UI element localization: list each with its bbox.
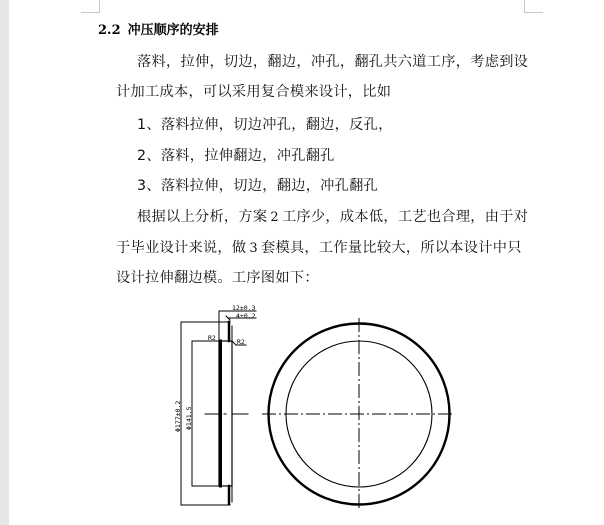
list-item: 3、落料拉伸，切边，翻边，冲孔翻孔 <box>137 178 379 194</box>
dim-r2-left: R2 <box>208 334 216 342</box>
section-title: 冲压顺序的安排 <box>127 23 219 38</box>
dim-phi-141: Φ141.5 <box>185 406 193 430</box>
text-run: 于毕业设计来说，做 <box>116 240 247 256</box>
dim-4: 4±0.2 <box>236 312 256 320</box>
number-run: 2 <box>270 210 279 225</box>
text-run: 设计拉伸翻边模。工序图如下： <box>116 270 319 286</box>
text-run: 套模具，工作量比较大，所以本设计中只 <box>260 240 522 256</box>
paragraph-line: 落料，拉伸，切边，翻边，冲孔，翻孔共六道工序，考虑到设 <box>137 54 529 70</box>
dimension-labels <box>174 304 256 432</box>
dim-phi-177: Φ177±0.2 <box>174 400 182 432</box>
dim-12: 12±0.3 <box>232 304 256 312</box>
dim-r2-right: R2 <box>237 338 245 346</box>
text-run: 根据以上分析，方案 <box>137 209 268 225</box>
paragraph-line: 计加工成本，可以采用复合模来设计，比如 <box>116 84 392 100</box>
list-item: 2、落料，拉伸翻边，冲孔翻孔 <box>137 148 335 164</box>
list-item: 1、落料拉伸，切边冲孔，翻边，反孔， <box>137 117 393 133</box>
text-run: 工序少，成本低，工艺也合理，由于对 <box>281 209 529 225</box>
number-run: 3 <box>249 241 258 256</box>
section-number: 2.2 <box>98 23 121 38</box>
front-circular-view <box>262 318 455 509</box>
